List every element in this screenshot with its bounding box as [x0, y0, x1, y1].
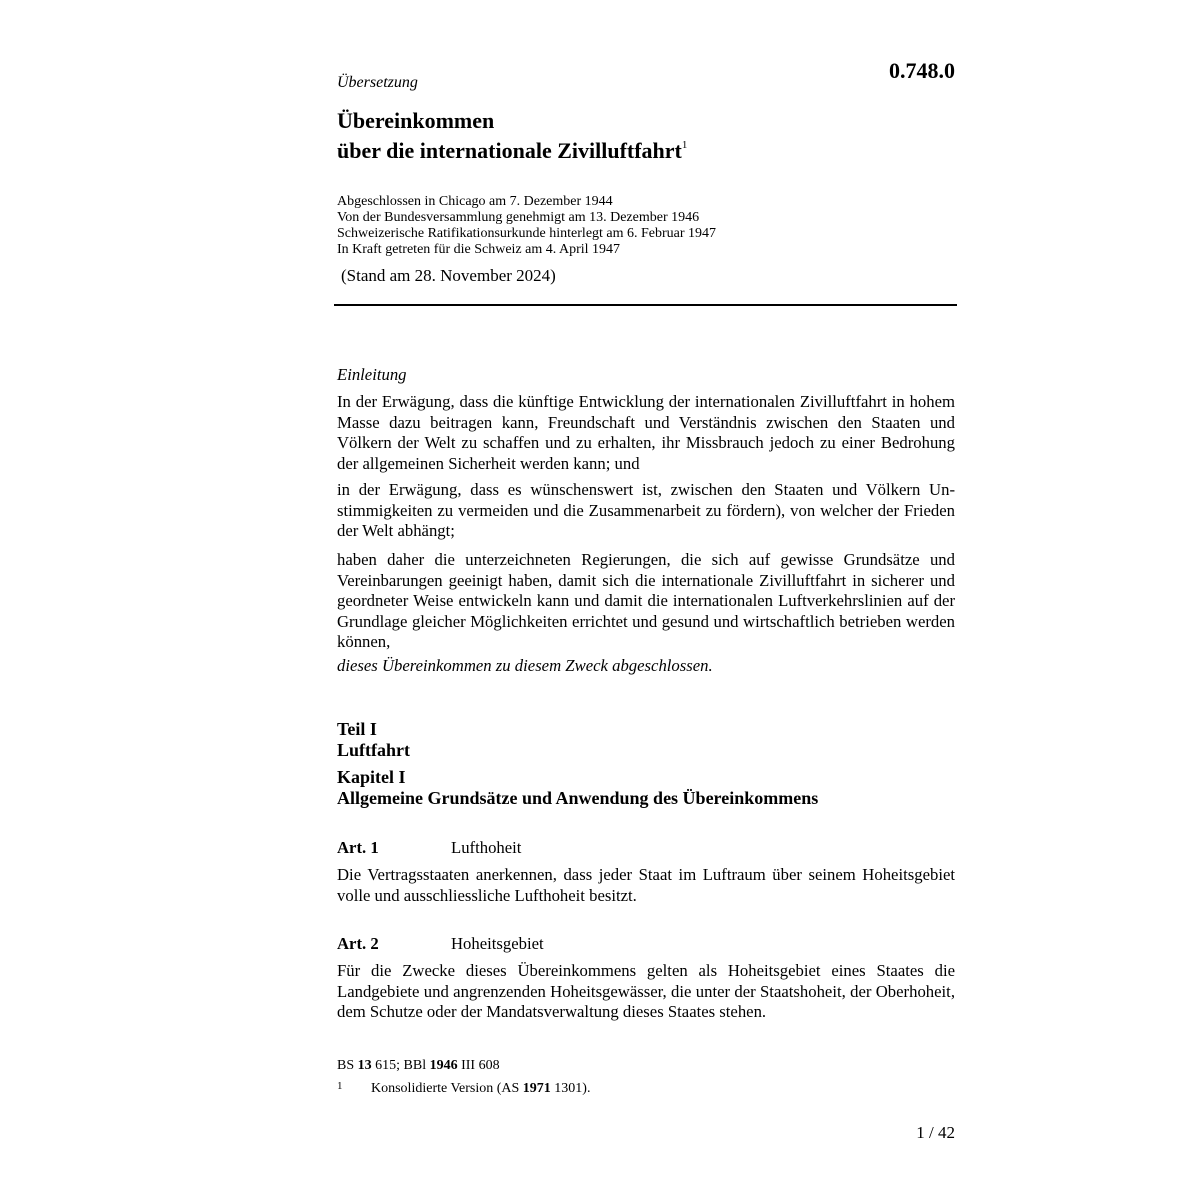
- document-title: [337, 108, 955, 163]
- footnote-mark: 1: [337, 1080, 343, 1092]
- chapter-heading: [337, 767, 955, 809]
- introduction-paragraph-1: In der Erwägung, dass die künftige Entwicklung der internationalen Zivilluftfahrt in hohem Masse dazu beitragen kann, Freundschaft und Verständnis zwischen den Staaten und Völkern der Welt zu schaffen und zu erhalten, ihr Missbrauch jedoch zu einer Bedrohung der allgemeinen Sicherheit werden kann; und: [337, 392, 955, 473]
- introduction-paragraph-2: in der Erwägung, dass es wünschenswert ist, zwischen den Staaten und Völkern Unstimmigkeiten zu vermeiden und die Zusammenarbeit zu fördern), von welcher der Frieden der Welt abhängt;: [337, 480, 955, 540]
- meta-concluded: Abgeschlossen in Chicago am 7. Dezember 1944: [337, 194, 613, 209]
- article-title: Hoheitsgebiet: [451, 934, 544, 953]
- publication-reference: [337, 1058, 955, 1074]
- footnote-text-pre: Konsolidierte Version (AS: [371, 1081, 520, 1096]
- meta-in-force: In Kraft getreten für die Schweiz am 4. April 1947: [337, 242, 621, 257]
- footnote-1: [337, 1080, 955, 1097]
- header-divider: [334, 304, 957, 306]
- article-1-heading: [337, 838, 955, 858]
- sr-number: 0.748.0: [889, 58, 955, 83]
- ref-bbl-rest: III 608: [461, 1058, 500, 1073]
- status-date: (Stand am 28. November 2024): [341, 266, 556, 285]
- translation-note: Übersetzung: [337, 74, 418, 91]
- article-number: Art. 2: [337, 934, 379, 953]
- footnote-year: 1971: [522, 1081, 551, 1096]
- chapter-title: Allgemeine Grundsätze und Anwendung des Übereinkommens: [337, 788, 819, 808]
- ref-bs-page: 615; BBl: [375, 1058, 427, 1073]
- introduction-paragraph-3: haben daher die unterzeichneten Regierungen, die sich auf gewisse Grundsätze und Vereinbarungen geeinigt haben, damit sich die internationale Zivilluftfahrt in sicherer und geordneter Weise entwickeln kann und damit die internationalen Luftverkehrslinien auf der Grundlage gleicher Möglichkeiten errichtet und gesund und wirtschaftlich betrieben werden können,: [337, 550, 955, 651]
- article-2-text: Für die Zwecke dieses Übereinkommens gelten als Hoheitsgebiet eines Staates die Landgebiete und angrenzenden Hoheitsgewässer, die unter der Staatshoheit, der Oberhoheit, dem Schutze oder der Mandatsverwaltung dieses Staates stehen.: [337, 961, 955, 1021]
- article-1-text: Die Vertragsstaaten anerkennen, dass jeder Staat im Luftraum über seinem Hoheitsgebiet volle und ausschliessliche Lufthoheit besitzt.: [337, 865, 955, 905]
- meta-ratification: Schweizerische Ratifikationsurkunde hinterlegt am 6. Februar 1947: [337, 226, 717, 241]
- introduction-heading: Einleitung: [337, 365, 407, 384]
- title-footnote-mark[interactable]: 1: [681, 139, 688, 151]
- part-heading: [337, 719, 955, 761]
- enactment-metadata: [337, 194, 955, 258]
- ref-bs-volume: 13: [357, 1058, 372, 1073]
- title-line-1: Übereinkommen: [337, 108, 495, 133]
- article-title: Lufthoheit: [451, 838, 522, 857]
- ref-bbl-year: 1946: [429, 1058, 458, 1073]
- part-number: Teil I: [337, 719, 377, 739]
- footnote-text-post: 1301).: [554, 1081, 591, 1096]
- ref-bs-label: BS: [337, 1058, 355, 1073]
- meta-approved: Von der Bundesversammlung genehmigt am 13. Dezember 1946: [337, 210, 700, 225]
- article-number: Art. 1: [337, 838, 379, 857]
- part-title: Luftfahrt: [337, 740, 410, 760]
- article-2-heading: [337, 934, 955, 954]
- page-number: 1 / 42: [916, 1123, 955, 1142]
- chapter-number: Kapitel I: [337, 767, 406, 787]
- title-line-2: über die internationale Zivilluftfahrt: [337, 138, 682, 163]
- introduction-closing: dieses Übereinkommen zu diesem Zweck abgeschlossen.: [337, 656, 713, 675]
